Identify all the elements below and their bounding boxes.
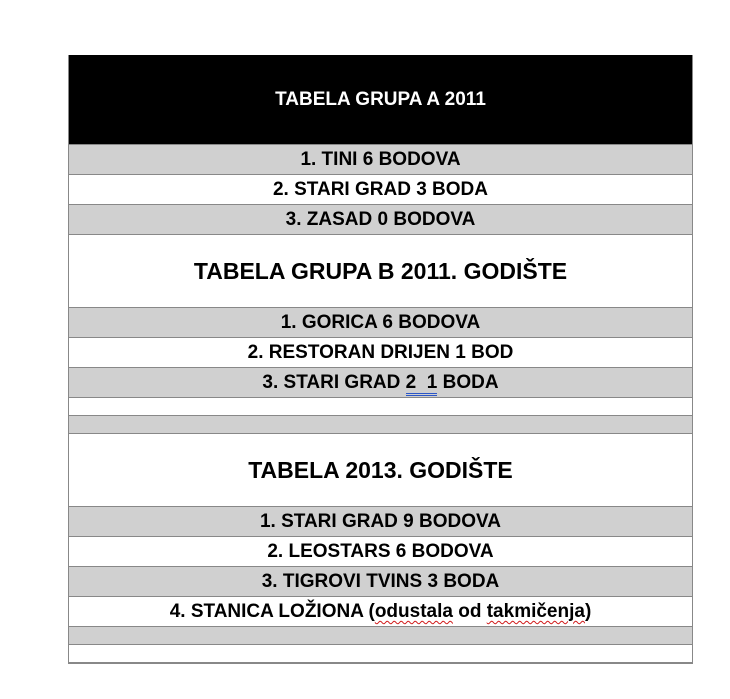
empty-row: [69, 416, 692, 434]
table-row: [69, 507, 692, 537]
empty-row: [69, 627, 692, 645]
group-2013-title: TABELA 2013. GODIŠTE: [248, 456, 513, 483]
table-row: [69, 338, 692, 368]
spellcheck-word[interactable]: odustala: [374, 601, 453, 622]
row-text: 2. STARI GRAD 3 BODA: [272, 179, 488, 200]
row-text: 2. RESTORAN DRIJEN 1 BOD: [247, 342, 514, 363]
row-text-prefix: 3. STARI GRAD: [262, 372, 406, 393]
row-text: 1. TINI 6 BODOVA: [300, 149, 461, 170]
empty-row: [69, 398, 692, 416]
table-row: [69, 308, 692, 338]
table-row: [69, 175, 692, 205]
table-row: [69, 537, 692, 567]
table-row: [69, 567, 692, 597]
standings-table: [68, 55, 693, 664]
group-2013-header: [69, 434, 692, 507]
group-b-header: [69, 235, 692, 308]
row-text-suffix: BODA: [437, 372, 499, 393]
row-text: [170, 602, 592, 621]
row-text: 1. STARI GRAD 9 BODOVA: [259, 511, 502, 532]
row-text-part: ): [584, 601, 592, 622]
empty-row: [69, 645, 692, 663]
table-row: [69, 205, 692, 235]
group-a-header: [69, 55, 692, 145]
row-text: 3. ZASAD 0 BODOVA: [285, 209, 476, 230]
table-row: [69, 597, 692, 627]
row-text: 3. TIGROVI TVINS 3 BODA: [261, 571, 500, 592]
row-text-part: 4. STANICA LOŽIONA (: [169, 601, 375, 622]
spellcheck-word[interactable]: takmičenja: [486, 601, 585, 622]
group-b-title: TABELA GRUPA B 2011. GODIŠTE: [193, 257, 568, 284]
revision-mark: 2 1: [406, 372, 438, 396]
row-text: 1. GORICA 6 BODOVA: [280, 312, 481, 333]
table-row: [69, 145, 692, 175]
row-text: 2. LEOSTARS 6 BODOVA: [267, 541, 494, 562]
table-row: [69, 368, 692, 398]
group-a-title: TABELA GRUPA A 2011: [275, 89, 486, 110]
row-text: [262, 373, 498, 392]
row-text-part: od: [452, 601, 487, 622]
